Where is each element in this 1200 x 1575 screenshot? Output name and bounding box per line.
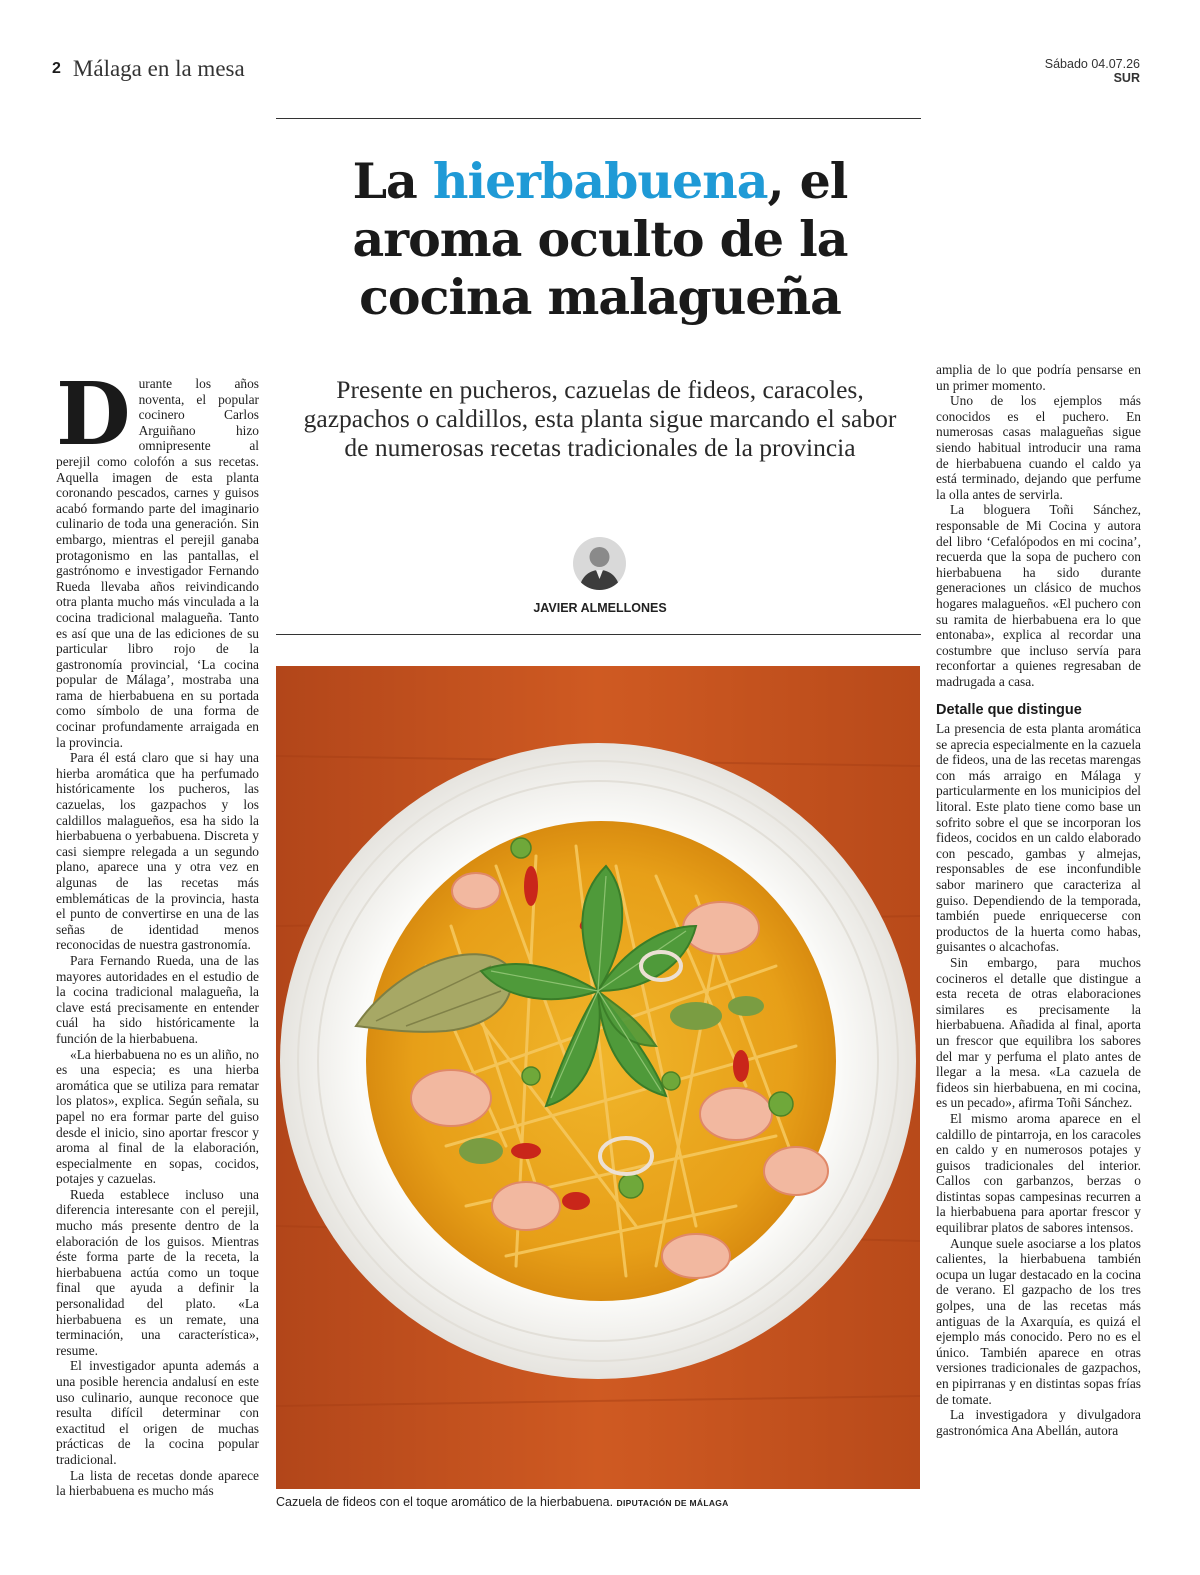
author-byline: JAVIER ALMELLONES [533,601,667,615]
paragraph: Sin embargo, para muchos cocineros el detalle que distingue a esta receta de otras elaboraciones similares es precisamente la hierbabuena. Añadida al final, aporta un frescor que equilibra los sabores del mar y perfuma el plato antes de llegar a la mesa. «La cazuela de fideos sin hierbabuena, en mi cocina, es un pecado», afirma Toñi Sánchez. [936,954,1141,1111]
paragraph: Uno de los ejemplos más conocidos es el puchero. En numerosas casas malagueñas sigue siendo habitual introducir una rama de hierbabuena cuando el caldo ya está terminado, dejando que perfume la olla antes de servirla. [936,393,1141,502]
photo-caption [276,1495,936,1509]
section-subhead: Detalle que distingue [936,702,1082,719]
paragraph: La presencia de esta planta aromática se aprecia especialmente en la cazuela de fideos, una de las recetas marengas con más arraigo en Málaga y particularmente en los municipios del litoral. Este plato tiene como base un sofrito sobre el que se incorporan los fideos, cocidos en un caldo elaborado con pescado, gambas y almejas, responsables de ese inconfundible sabor marinero que caracteriza al guiso. Dependiendo de la temporada, también puede enriquecerse con productos de la huerta como habas, guisantes o alcachofas. [936,721,1141,955]
page-header-left [52,56,245,82]
subheadline-dek: Presente en pucheros, cazuelas de fideos, caracoles, gazpachos o caldillos, esta planta sigue marcando el sabor de numerosas recetas tradicionales de la provincia [303,375,897,462]
paragraph: El investigador apunta además a una posible herencia andalusí en este uso culinario, aunque reconoce que resulta difícil determinar con exactitud el origen de muchas prácticas de la cocina popular tradicional. [56,1358,259,1467]
page-number: 2 [52,60,61,77]
paragraph: «La hierbabuena no es un aliño, no es una especia; es una hierba aromática que se utiliza para rematar los platos», explica. Según señala, su papel no era formar parte del guiso desde el inicio, sino aportar frescor y aroma al final de la elaboración, especialmente en sopas, cocidos, potajes y cazuelas. [56,1046,259,1187]
paragraph: Rueda establece incluso una diferencia interesante con el perejil, mucho más presente dentro de la elaboración de los guisos. Mientras éste forma parte de la receta, la hierbabuena actúa como un toque final que ayuda a definir la personalidad del plato. «La hierbabuena es un remate, una terminación, una característica», resume. [56,1186,259,1358]
paragraph: Para él está claro que si hay una hierba aromática que ha perfumado históricamente los pucheros, las cazuelas, los gazpachos y los caldillos malagueños, esa ha sido la hierbabuena o yerbabuena. Discreta y casi siempre relegada a un segundo plano, aparece una y otra vez en algunas de las recetas más emblemáticas de la provincia, hasta el punto de convertirse en una de las señas de identidad menos reconocidas de nuestra gastronomía. [56,750,259,953]
paragraph: La lista de recetas donde aparece la hierbabuena es mucho más [56,1467,259,1499]
section-title: Málaga en la mesa [72,56,245,81]
headline [276,152,924,326]
paragraph: El mismo aroma aparece en el caldillo de pintarroja, en los caracoles en caldo y en numerosos potajes y guisos tradicionales del interior. Callos con garbanzos, berzas o distintas sopas campesinas recurren a la hierbabuena para aportar frescor y equilibrar platos de sabores intensos. [936,1110,1141,1236]
paragraph: La investigadora y divulgadora gastronómica Ana Abellán, autora [936,1407,1141,1438]
headline-post: , el aroma oculto de la cocina malagueña [352,152,848,326]
headline-highlight: hierbabuena [432,152,768,210]
headline-pre: La [352,152,433,210]
dish-photo [276,666,920,1489]
paragraph: La bloguera Toñi Sánchez, responsable de Mi Cocina y autora del libro ‘Cefalópodos en mi cocina’, recuerda que la sopa de puchero con hierbabuena ha sido durante generaciones un clásico de muchos hogares malagueños. «El puchero con su ramita de hierbabuena era lo que entonaba», explica al recordar una costumbre que incluso servía para reconfortar a quienes regresaban de madrugada a casa. [936,502,1141,689]
paragraph: amplia de lo que podría pensarse en un primer momento. [936,362,1141,393]
issue-date: Sábado 04.07.26 [1044,57,1140,71]
photo-credit: DIPUTACIÓN DE MÁLAGA [616,1498,729,1508]
byline-rule [276,634,921,635]
publication-name: SUR [1113,71,1140,85]
caption-text: Cazuela de fideos con el toque aromático de la hierbabuena. [276,1495,614,1509]
paragraph: Aunque suele asociarse a los platos calientes, la hierbabuena también ocupa un lugar destacado en la cocina de verano. El gazpacho de los tres golpes, una de las recetas más antiguas de la Axarquía, es quizá el ejemplo más conocido. Pero no es el único. También aparece en otras versiones tradicionales de gazpachos, en pipirranas y en distintas sopas frías de tomate. [936,1235,1141,1407]
paragraph: Para Fernando Rueda, una de las mayores autoridades en el estudio de la cocina tradicional malagueña, la clave está precisamente en entender cuál ha sido históricamente la función de la hierbabuena. [56,952,259,1046]
drop-cap: D [56,376,131,465]
article-column-left [56,376,259,1516]
article-column-right [936,362,1141,1512]
page-header-right [1045,57,1140,85]
author-avatar [573,537,626,590]
top-rule [276,118,921,119]
paragraph: urante los años noventa, el popular cocinero Carlos Arguiñano hizo omnipresente al perejil como colofón a sus recetas. Aquella imagen de esta planta coronando pescados, carnes y guisos acabó formando parte del imaginario culinario de toda una generación. Sin embargo, mientras el perejil ganaba protagonismo en las pantallas, el gastrónomo e investigador Fernando Rueda llevaba años reivindicando otra planta mucho más vinculada a la cocina tradicional malagueña. Tanto es así que una de las ediciones de su particular libro rojo de la gastronomía provincial, ‘La cocina popular de Málaga’, mostraba una rama de hierbabuena en su portada como símbolo de una forma de cocinar profundamente arraigada en la provincia. [56,376,259,750]
